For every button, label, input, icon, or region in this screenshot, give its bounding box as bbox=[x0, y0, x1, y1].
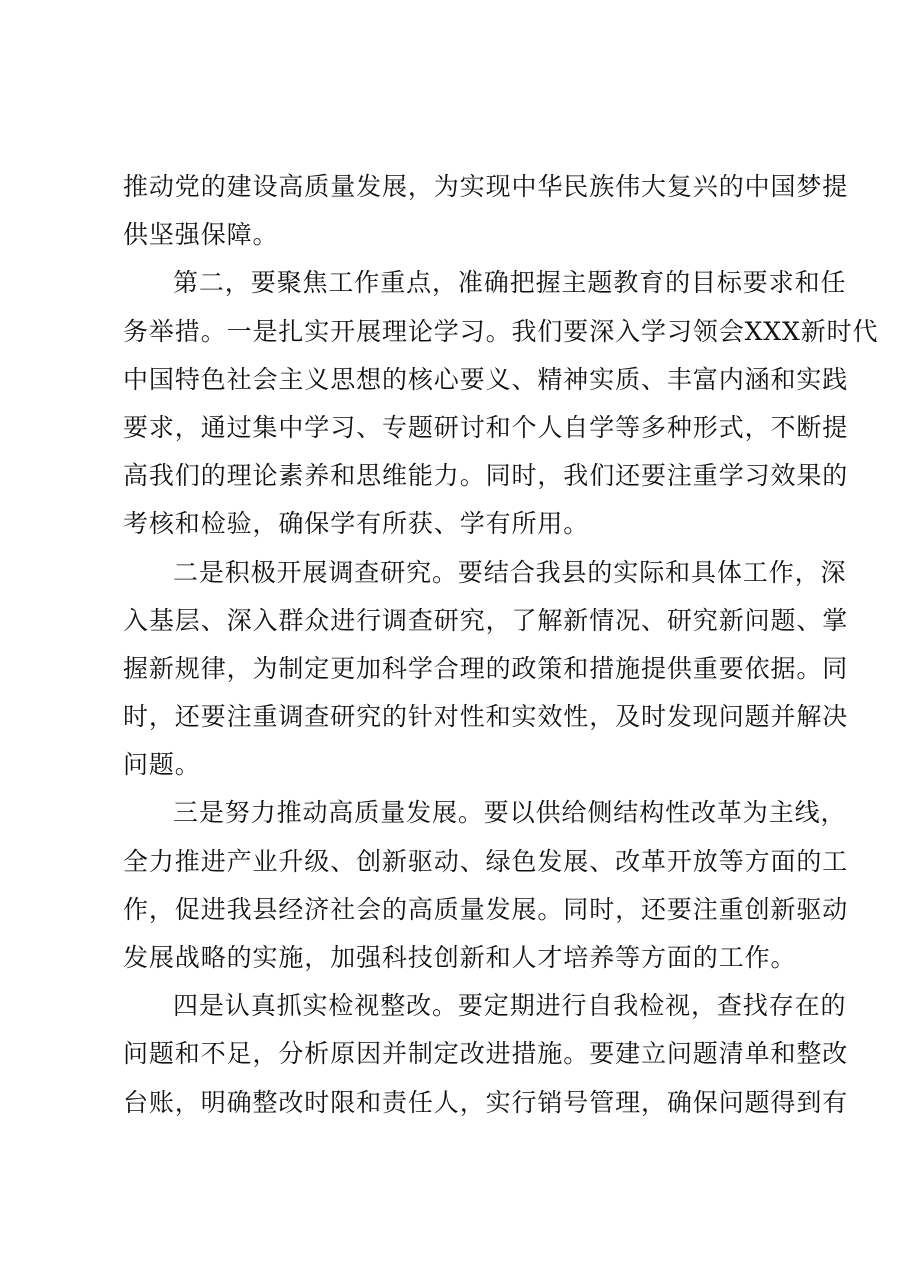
text-line: 时，还要注重调查研究的针对性和实效性，及时发现问题并解决 bbox=[123, 702, 849, 732]
text-line: 务举措。一是扎实开展理论学习。我们要深入学习领会XXX新时代 bbox=[123, 316, 879, 346]
text-line: 高我们的理论素养和思维能力。同时，我们还要注重学习效果的 bbox=[123, 461, 849, 491]
text-line: 发展战略的实施，加强科技创新和人才培养等方面的工作。 bbox=[123, 943, 797, 972]
text-line: 供坚强保障。 bbox=[123, 220, 279, 250]
text-line: 推动党的建设高质量发展，为实现中华民族伟大复兴的中国梦提 bbox=[123, 172, 849, 201]
text-line: 台账，明确整改时限和责任人，实行销号管理，确保问题得到有 bbox=[123, 1087, 849, 1117]
text-line: 入基层、深入群众进行调查研究，了解新情况、研究新问题、掌 bbox=[123, 605, 849, 635]
text-line: 全力推进产业升级、创新驱动、绿色发展、改革开放等方面的工 bbox=[123, 846, 849, 876]
paragraph-start-line: 第二，要聚焦工作重点，准确把握主题教育的目标要求和任 bbox=[173, 268, 847, 298]
text-line: 作，促进我县经济社会的高质量发展。同时，还要注重创新驱动 bbox=[123, 894, 849, 924]
text-line: 考核和检验，确保学有所获、学有所用。 bbox=[123, 509, 590, 539]
text-line: 握新规律，为制定更加科学合理的政策和措施提供重要依据。同 bbox=[123, 653, 849, 683]
paragraph-start-line: 三是努力推动高质量发展。要以供给侧结构性改革为主线， bbox=[173, 798, 847, 828]
text-line: 要求，通过集中学习、专题研讨和个人自学等多种形式，不断提 bbox=[123, 412, 849, 442]
text-line: 问题。 bbox=[123, 750, 201, 780]
text-line: 问题和不足，分析原因并制定改进措施。要建立问题清单和整改 bbox=[123, 1039, 849, 1069]
paragraph-start-line: 四是认真抓实检视整改。要定期进行自我检视，查找存在的 bbox=[173, 991, 847, 1021]
text-line: 中国特色社会主义思想的核心要义、精神实质、丰富内涵和实践 bbox=[123, 364, 849, 394]
document-body bbox=[123, 163, 879, 1127]
paragraph-start-line: 二是积极开展调查研究。要结合我县的实际和具体工作，深 bbox=[173, 557, 847, 587]
